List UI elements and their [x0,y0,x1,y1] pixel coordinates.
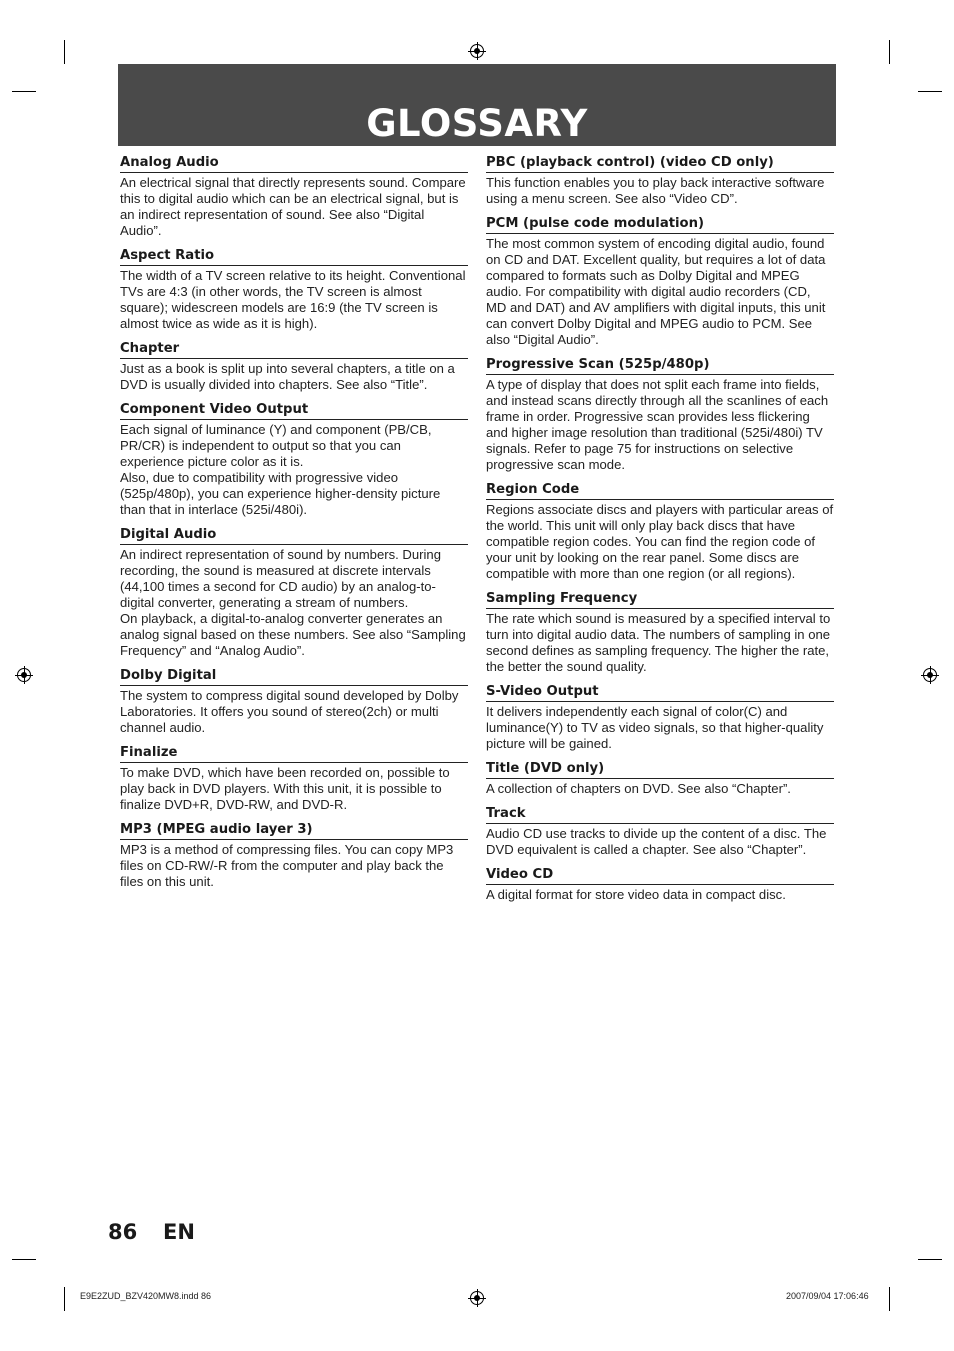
glossary-definition [120,547,468,659]
glossary-entry [120,744,468,813]
glossary-entry [120,667,468,736]
definition-paragraph: To make DVD, which have been recorded on, possible to play back in DVD players. With this unit, it is possible to finalize DVD+R, DVD-RW, and DVD-R. [120,765,450,812]
title-banner [118,64,836,146]
glossary-term: Sampling Frequency [486,590,834,609]
language-label: EN [163,1220,195,1244]
registration-mark-icon [470,1291,484,1305]
definition-paragraph: Just as a book is split up into several chapters, a title on a DVD is usually divided into chapters. See also “Title”. [120,361,455,392]
glossary-term: Analog Audio [120,154,468,173]
definition-paragraph: The system to compress digital sound developed by Dolby Laboratories. It offers you sound of stereo(2ch) or multi channel audio. [120,688,459,735]
crop-mark [12,1259,36,1260]
crop-mark [918,91,942,92]
definition-paragraph: Also, due to compatibility with progressive video (525p/480p), you can experience higher-density picture than that in interlace (525i/480i). [120,470,441,517]
glossary-entry [120,821,468,890]
glossary-definition [486,826,834,858]
glossary-definition [120,422,468,518]
glossary-definition [120,688,468,736]
glossary-term: Finalize [120,744,468,763]
glossary-column-right [486,154,834,911]
registration-mark-icon [17,668,31,682]
definition-paragraph: This function enables you to play back interactive software using a menu screen. See also “Video CD”. [486,175,825,206]
definition-paragraph: On playback, a digital-to-analog converter generates an analog signal based on these numbers. See also “Sampling Frequency” and “Analog Audio”. [120,611,466,658]
glossary-term: PCM (pulse code modulation) [486,215,834,234]
glossary-term: PBC (playback control) (video CD only) [486,154,834,173]
definition-paragraph: It delivers independently each signal of color(C) and luminance(Y) to TV as video signals, so that higher-quality picture will be gained. [486,704,824,751]
definition-paragraph: Each signal of luminance (Y) and component (PB/CB, PR/CR) is independent to output so that you can experience picture color as it is. [120,422,432,469]
glossary-term: Title (DVD only) [486,760,834,779]
glossary-definition [120,361,468,393]
glossary-definition [486,502,834,582]
glossary-entry [120,154,468,239]
definition-paragraph: An electrical signal that directly represents sound. Compare this to digital audio which can be an electrical signal, but is an indirect representation of sound. See also “Digital Audio”. [120,175,466,238]
glossary-term: S-Video Output [486,683,834,702]
crop-mark [64,40,65,64]
page-number: 86 [108,1220,138,1244]
glossary-entry [486,590,834,675]
glossary-definition [486,175,834,207]
glossary-entry [120,526,468,659]
glossary-definition [120,175,468,239]
glossary-entry [486,866,834,903]
registration-mark-icon [923,668,937,682]
glossary-entry [486,215,834,348]
definition-paragraph: Audio CD use tracks to divide up the content of a disc. The DVD equivalent is called a chapter. See also “Chapter”. [486,826,827,857]
definition-paragraph: A collection of chapters on DVD. See also “Chapter”. [486,781,791,796]
glossary-term: Region Code [486,481,834,500]
definition-paragraph: The rate which sound is measured by a specified interval to turn into digital audio data. The numbers of sampling in one second defines as sampling frequency. The higher the rate, the better the sound quality. [486,611,831,674]
glossary-column-left [120,154,468,898]
glossary-entry [486,154,834,207]
glossary-definition [486,236,834,348]
definition-paragraph: A digital format for store video data in compact disc. [486,887,786,902]
registration-mark-icon [470,44,484,58]
glossary-definition [120,765,468,813]
glossary-definition [486,377,834,473]
glossary-term: MP3 (MPEG audio layer 3) [120,821,468,840]
definition-paragraph: Regions associate discs and players with particular areas of the world. This unit will only play back discs that have compatible region codes. You can find the region code of your unit by looking on the rear panel. Some discs are compatible with more than one region (or all regions). [486,502,834,581]
definition-paragraph: The width of a TV screen relative to its height. Conventional TVs are 4:3 (in other words, the TV screen is almost square); widescreen models are 16:9 (the TV screen is almost twice as wide as it is high). [120,268,466,331]
glossary-term: Dolby Digital [120,667,468,686]
glossary-definition [486,611,834,675]
glossary-term: Aspect Ratio [120,247,468,266]
page-title: GLOSSARY [366,102,588,145]
definition-paragraph: A type of display that does not split each frame into fields, and instead scans directly through all the scanlines of each frame in order. Progressive scan provides less flickering and higher image resolution than traditional (525i/480i) TV signals. Refer to page 75 for instructions on selective progressive scan mode. [486,377,829,472]
definition-paragraph: The most common system of encoding digital audio, found on CD and DAT. Excellent quality, but requires a lot of data compared to formats such as Dolby Digital and MPEG audio. For compatibility with digital audio recorders (CD, MD and DAT) and AV amplifiers with digital inputs, this unit can convert Dolby Digital and MPEG audio to PCM. See also “Digital Audio”. [486,236,826,347]
glossary-term: Progressive Scan (525p/480p) [486,356,834,375]
glossary-entry [486,760,834,797]
definition-paragraph: MP3 is a method of compressing files. You can copy MP3 files on CD-RW/-R from the computer and play back the files on this unit. [120,842,454,889]
glossary-entry [120,247,468,332]
glossary-entry [486,683,834,752]
glossary-entry [486,481,834,582]
glossary-term: Component Video Output [120,401,468,420]
glossary-entry [120,340,468,393]
definition-paragraph: An indirect representation of sound by numbers. During recording, the sound is measured at discrete intervals (44,100 times a second for CD audio) by an analog-to-digital converter, generating a stream of numbers. [120,547,441,610]
crop-mark [889,1287,890,1311]
glossary-definition [120,268,468,332]
crop-mark [918,1259,942,1260]
glossary-definition [486,704,834,752]
crop-mark [64,1287,65,1311]
glossary-entry [486,356,834,473]
glossary-term: Track [486,805,834,824]
crop-mark [12,91,36,92]
glossary-entry [120,401,468,518]
glossary-term: Video CD [486,866,834,885]
glossary-definition [486,887,834,903]
glossary-term: Digital Audio [120,526,468,545]
glossary-entry [486,805,834,858]
glossary-definition [120,842,468,890]
crop-mark [889,40,890,64]
print-file-name: E9E2ZUD_BZV420MW8.indd 86 [80,1291,212,1301]
glossary-term: Chapter [120,340,468,359]
print-timestamp: 2007/09/04 17:06:46 [786,1291,869,1301]
glossary-definition [486,781,834,797]
